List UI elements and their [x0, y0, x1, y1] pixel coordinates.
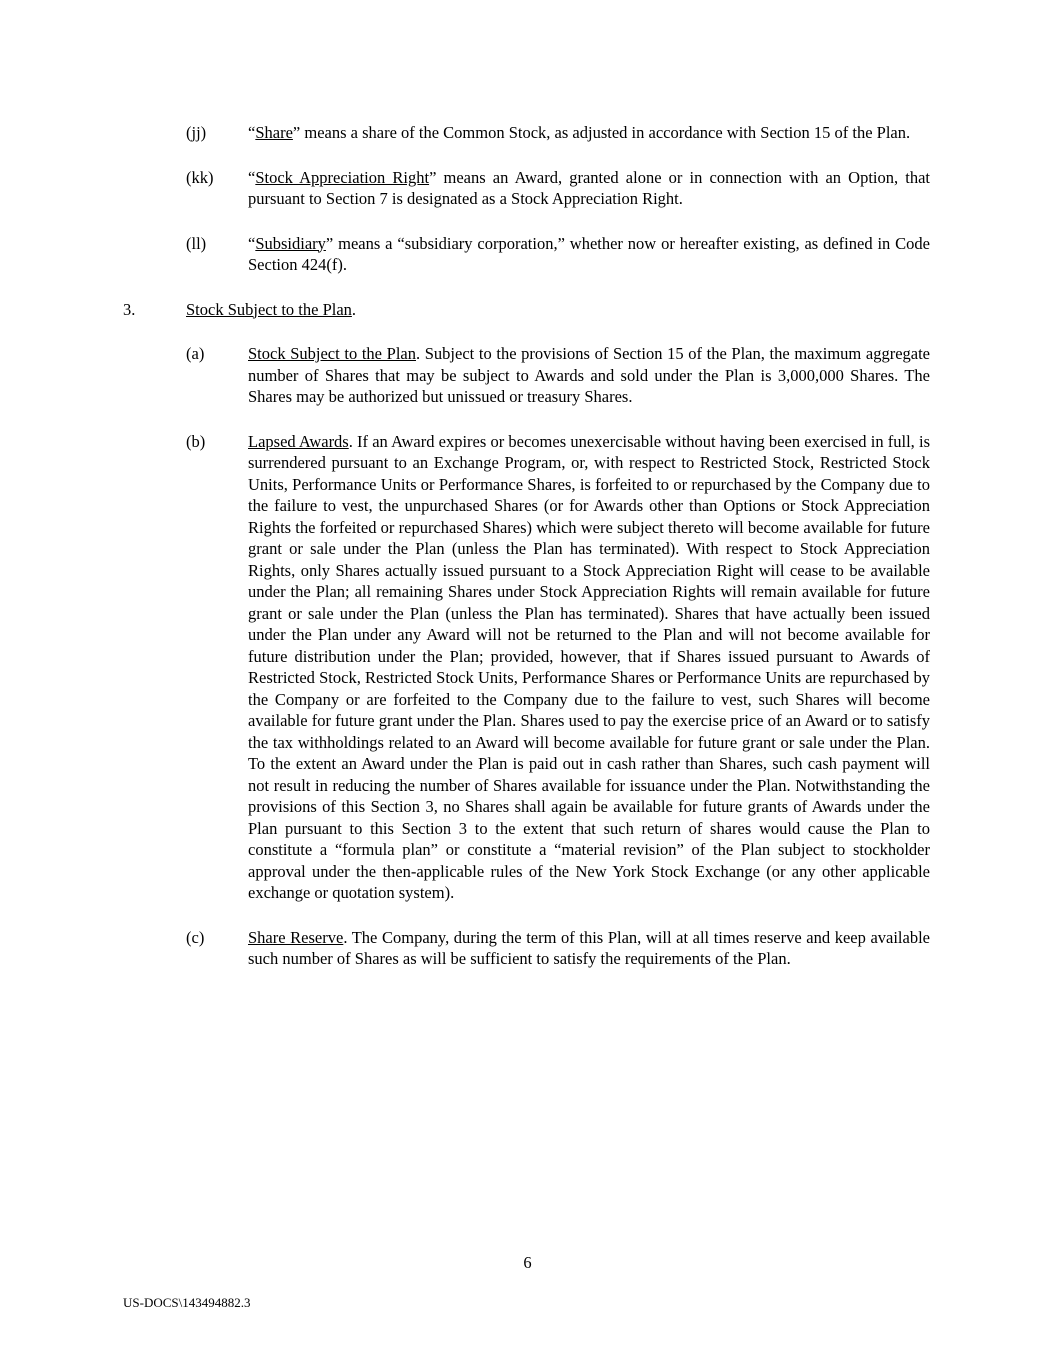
- definition-body: ” means a “subsidiary corporation,” whether now or hereafter existing, as defined in Code Section 424(f).: [248, 233, 930, 274]
- defined-term: Subsidiary: [255, 233, 326, 253]
- subsection-term: Share Reserve: [248, 927, 344, 947]
- defined-term: Stock Appreciation Right: [255, 167, 430, 187]
- open-quote: “: [248, 123, 256, 142]
- subsection-label: (b): [186, 431, 206, 451]
- subsection-label: (a): [186, 344, 205, 363]
- subsection-item-a: [186, 343, 930, 408]
- definition-item-ll: [186, 233, 930, 276]
- definition-item-kk: [186, 167, 930, 210]
- definition-text: [248, 167, 930, 210]
- subsection-label: (c): [186, 927, 205, 947]
- open-quote: “: [248, 233, 256, 253]
- definition-text: [248, 122, 930, 144]
- subsection-item-c: [186, 927, 930, 970]
- subsection-text: [248, 927, 930, 970]
- definition-item-jj: [186, 122, 930, 144]
- definition-text: [248, 233, 930, 276]
- definition-body: ” means a share of the Common Stock, as adjusted in accordance with Section 15 of the Plan.: [292, 123, 911, 142]
- subsection-term: Lapsed Awards: [248, 431, 349, 451]
- definition-body: ” means an Award, granted alone or in connection with an Option, that pursuant to Section 7 is designated as a Stock Appreciation Right.: [248, 167, 930, 208]
- section-title-suffix: .: [351, 299, 357, 319]
- defined-term: Share: [255, 123, 293, 142]
- subsection-body: . Subject to the provisions of Section 15 of the Plan, the maximum aggregate number of Shares that may be subject to Awards and sold under the Plan is 3,000,000 Shares. The Shares may be authorized but unissued or treasury Shares.: [248, 344, 931, 406]
- section-title: Stock Subject to the Plan: [186, 299, 352, 319]
- subsection-body: . If an Award expires or becomes unexercisable without having been exercised in full, is surrendered pursuant to an Exchange Program, or, with respect to Restricted Stock, Restricted Stock Units, Performance Units or Performance Shares, is forfeited to or repurchased by the Company due to the failure to vest, the unpurchased Shares (or for Awards other than Options or Stock Appreciation Rights the forfeited or repurchased Shares) which were subject thereto will become available for future grant or sale under the Plan (unless the Plan has terminated). With respect to Stock Appreciation Rights, only Shares actually issued pursuant to a Stock Appreciation Right will cease to be available under the Plan; all remaining Shares under Stock Appreciation Rights will remain available for future grant or sale under the Plan (unless the Plan has terminated). Shares that have actually been issued under the Plan under any Award will not be returned to the Plan and will not become available for future distribution under the Plan; provided, however, that if Shares issued pursuant to Awards of Restricted Stock, Restricted Stock Units, Performance Shares or Performance Units are repurchased by the Company or are forfeited to the Company due to the failure to vest, such Shares will become available for future grant under the Plan. Shares used to pay the exercise price of an Award or to satisfy the tax withholdings related to an Award will become available for future grant or sale under the Plan. To the extent an Award under the Plan is paid out in cash rather than Shares, such cash payment will not result in reducing the number of Shares available for issuance under the Plan. Notwithstanding the provisions of this Section 3, no Shares shall again be available for future grants of Awards under the Plan pursuant to this Section 3 to the extent that such return of shares would cause the Plan to constitute a “formula plan” or constitute a “material revision” of the Plan subject to stockholder approval under the then-applicable rules of the New York Stock Exchange (or any other applicable exchange or quotation system).: [248, 431, 930, 902]
- section-title-wrap: [186, 299, 930, 321]
- document-id-footer: US-DOCS\143494882.3: [123, 1294, 251, 1310]
- section-number: 3.: [123, 299, 136, 319]
- open-quote: “: [248, 167, 256, 187]
- subsection-body: . The Company, during the term of this Plan, will at all times reserve and keep available such number of Shares as will be sufficient to satisfy the requirements of the Plan.: [248, 927, 930, 968]
- definition-label: (jj): [186, 123, 207, 142]
- subsection-item-b: [186, 431, 930, 904]
- subsection-term: Stock Subject to the Plan: [248, 344, 416, 363]
- page-number: 6: [523, 1252, 532, 1272]
- subsection-text: [248, 343, 930, 408]
- definition-label: (ll): [186, 233, 207, 253]
- subsection-text: [248, 431, 930, 904]
- definition-label: (kk): [186, 167, 214, 187]
- section-heading: [123, 299, 930, 321]
